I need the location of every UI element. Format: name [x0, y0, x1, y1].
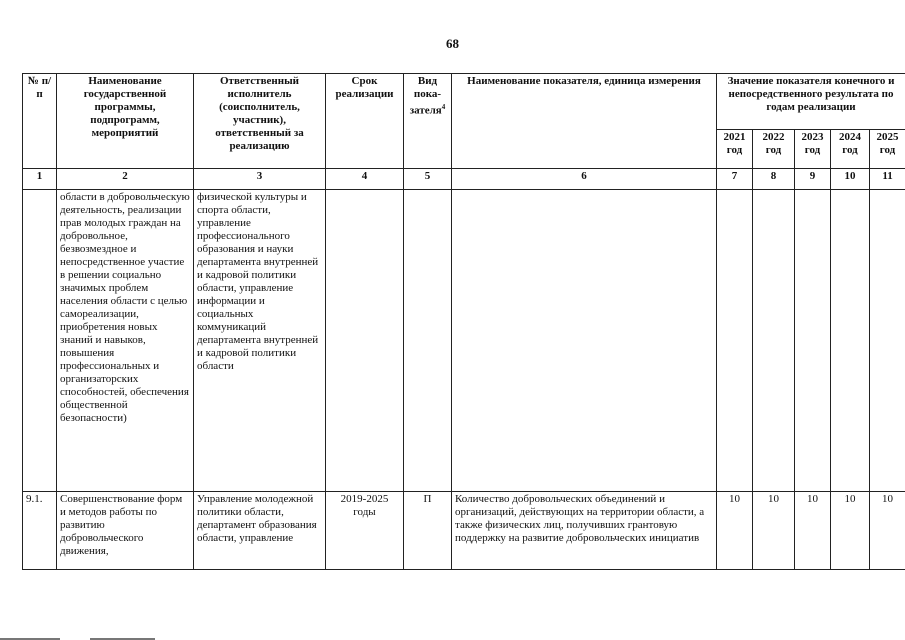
row-term: 2019-2025 годы [326, 492, 404, 570]
indicators-table [22, 73, 905, 570]
row-value [795, 190, 831, 492]
header-kind-text: Вид пока- зателя [409, 75, 442, 117]
row-kind: П [404, 492, 452, 570]
row-value [717, 190, 753, 492]
column-number: 2 [57, 169, 194, 190]
column-number: 5 [404, 169, 452, 190]
row-exec: физической культуры и спорта области, управление профессионального образования и науки департамента внутренней и кадровой политики области, управление информации и социальных коммуникаций департамента внутренней и кадровой политики области [194, 190, 326, 492]
column-number: 4 [326, 169, 404, 190]
header-year: 2021 год [717, 130, 753, 169]
column-number: 6 [452, 169, 717, 190]
column-number: 1 [23, 169, 57, 190]
footnote-marker: 4 [441, 103, 446, 111]
header-name: Наименование государственной программы, подпрограмм, мероприятий [57, 74, 194, 169]
row-value [870, 190, 905, 492]
column-number: 8 [753, 169, 795, 190]
column-number: 9 [795, 169, 831, 190]
header-year: 2024 год [831, 130, 870, 169]
header-year: 2023 год [795, 130, 831, 169]
header-indicator: Наименование показателя, единица измерения [452, 74, 717, 169]
header-kind [404, 74, 452, 169]
header-row [23, 74, 905, 130]
row-value [753, 190, 795, 492]
row-indicator: Количество добровольческих объединений и организаций, действующих на территории области, а также физических лиц, получивших грантовую поддержку на развитие добровольческих инициатив [452, 492, 717, 570]
row-value [831, 190, 870, 492]
row-indicator [452, 190, 717, 492]
header-year: 2025 год [870, 130, 905, 169]
header-values-group: Значение показателя конечного и непосредственного результата по годам реализации [717, 74, 905, 130]
row-value: 10 [753, 492, 795, 570]
row-value: 10 [870, 492, 905, 570]
header-num: № п/п [23, 74, 57, 169]
table-row [23, 190, 905, 492]
row-term [326, 190, 404, 492]
row-num [23, 190, 57, 492]
column-number: 7 [717, 169, 753, 190]
column-number: 10 [831, 169, 870, 190]
page-number: 68 [446, 36, 459, 51]
row-name: Совершенствование форм и методов работы по развитию добровольческого движения, [57, 492, 194, 570]
table-row [23, 492, 905, 570]
header-year: 2022 год [753, 130, 795, 169]
row-kind [404, 190, 452, 492]
row-name: области в добровольческую деятельность, реализации прав молодых граждан на добровольное, безвозмездное и непосредственное участие в решении социально значимых проблем населения области с целью самореализации, приобретения новых знаний и навыков, повышения профессиональных и организаторских способностей, обеспечения общественной безопасности) [57, 190, 194, 492]
column-number: 3 [194, 169, 326, 190]
column-number-row [23, 169, 905, 190]
column-number: 11 [870, 169, 905, 190]
row-value: 10 [795, 492, 831, 570]
row-exec: Управление молодежной политики области, департамент образования области, управление [194, 492, 326, 570]
header-term: Срок реализации [326, 74, 404, 169]
row-num: 9.1. [23, 492, 57, 570]
row-value: 10 [831, 492, 870, 570]
header-exec: Ответственный исполнитель (соисполнитель, участник), ответственный за реализацию [194, 74, 326, 169]
row-value: 10 [717, 492, 753, 570]
